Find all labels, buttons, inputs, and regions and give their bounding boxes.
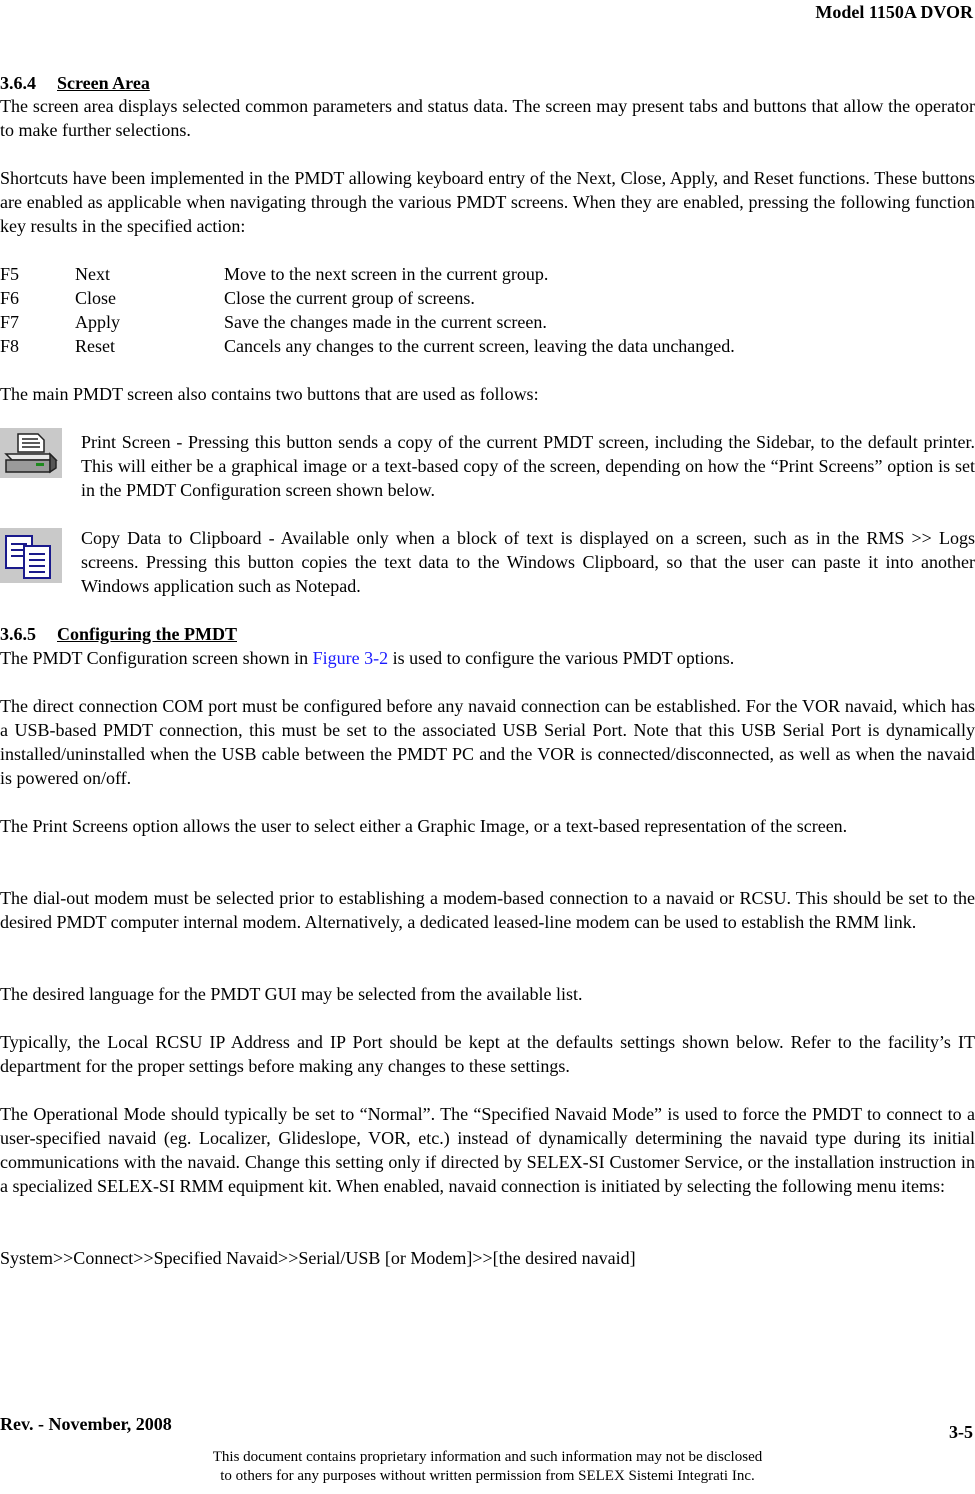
copy-clipboard-description: Copy Data to Clipboard - Available only when a block of text is displayed on a screen, such as in the RMS >> Logs screens. Pressing this button copies the text data to the Windows Clipboard, so that the user can paste it into another Windows application such as Notepad. xyxy=(81,528,975,596)
clipboard-copy-icon xyxy=(0,528,62,583)
section-number: 3.6.4 xyxy=(0,73,36,93)
page-header-title: Model 1150A DVOR xyxy=(815,2,973,22)
shortcut-name: Apply xyxy=(75,312,120,332)
shortcut-key: F6 xyxy=(0,288,20,308)
paragraph-configuration-intro xyxy=(0,646,975,670)
shortcut-description: Close the current group of screens. xyxy=(224,288,475,308)
section-heading-configuring-pmdt xyxy=(0,622,237,646)
shortcut-key: F8 xyxy=(0,336,20,356)
copy-clipboard-button-image xyxy=(0,528,62,583)
shortcut-name: Next xyxy=(75,264,110,284)
footer-page-number: 3-5 xyxy=(949,1422,973,1442)
paragraph-print-screens: The Print Screens option allows the user to select either a Graphic Image, or a text-based representation of the screen. xyxy=(0,816,848,836)
paragraph-menu-path: System>>Connect>>Specified Navaid>>Serial/USB [or Modem]>>[the desired navaid] xyxy=(0,1248,636,1268)
printer-icon xyxy=(0,428,62,478)
print-screen-button-image xyxy=(0,428,62,478)
footer-notice-line: to others for any purposes without written permission from SELEX Sistemi Integrati Inc. xyxy=(220,1468,755,1484)
shortcut-row-f8 xyxy=(0,334,975,358)
shortcut-row-f6 xyxy=(0,286,975,310)
intro-text-end: is used to configure the various PMDT options. xyxy=(388,648,735,668)
section-heading-screen-area xyxy=(0,71,150,95)
print-screen-description: Print Screen - Pressing this button sends a copy of the current PMDT screen, including the Sidebar, to the default printer. This will either be a graphical image or a text-based copy of the screen, depending on how the “Print Screens” option is set in the PMDT Configuration screen shown below. xyxy=(81,432,975,500)
footer-notice-line: This document contains proprietary information and such information may not be disclosed xyxy=(212,1449,763,1465)
shortcut-name: Close xyxy=(75,288,117,308)
paragraph-rcsu-ip: Typically, the Local RCSU IP Address and IP Port should be kept at the defaults settings shown below. Refer to the facility’s IT department for the proper settings before making any changes to these settings. xyxy=(0,1032,975,1076)
shortcut-name: Reset xyxy=(75,336,115,356)
figure-link[interactable]: Figure 3-2 xyxy=(312,648,389,668)
paragraph-screen-area: The screen area displays selected common parameters and status data. The screen may present tabs and buttons that allow the operator to make further selections. xyxy=(0,96,975,140)
paragraph-language: The desired language for the PMDT GUI may be selected from the available list. xyxy=(0,984,583,1004)
shortcut-description: Move to the next screen in the current group. xyxy=(224,264,549,284)
intro-text-start: The PMDT Configuration screen shown in xyxy=(0,648,313,668)
shortcut-row-f5 xyxy=(0,262,975,286)
section-number: 3.6.5 xyxy=(0,624,36,644)
paragraph-shortcuts: Shortcuts have been implemented in the PMDT allowing keyboard entry of the Next, Close, Apply, and Reset functions. These buttons are enabled as applicable when navigating through the various PMDT screens. When they are enabled, pressing the following function key results in the specified action: xyxy=(0,168,975,236)
paragraph-operational-mode: The Operational Mode should typically be set to “Normal”. The “Specified Navaid Mode” is used to force the PMDT to connect to a user-specified navaid (eg. Localizer, Glideslope, VOR, etc.) instead of dynamically determining the navaid type during its initial communications with the navaid. Change this setting only if directed by SELEX-SI Customer Service, or the installation instruction in a specialized SELEX-SI RMM equipment kit. When enabled, navaid connection is initiated by selecting the following menu items: xyxy=(0,1104,975,1196)
footer-revision: Rev. - November, 2008 xyxy=(0,1414,172,1434)
paragraph-com-port: The direct connection COM port must be configured before any navaid connection can be established. For the VOR navaid, which has a USB-based PMDT connection, this must be set to the associated USB Serial Port. Note that this USB Serial Port is dynamically installed/uninstalled when the USB cable between the PMDT PC and the VOR is connected/disconnected, as well as when the navaid is powered on/off. xyxy=(0,696,975,788)
shortcut-description: Save the changes made in the current screen. xyxy=(224,312,547,332)
shortcut-key: F5 xyxy=(0,264,20,284)
shortcut-key: F7 xyxy=(0,312,20,332)
section-title: Screen Area xyxy=(57,73,150,93)
section-title: Configuring the PMDT xyxy=(57,624,237,644)
paragraph-main-buttons: The main PMDT screen also contains two buttons that are used as follows: xyxy=(0,384,539,404)
shortcut-row-f7 xyxy=(0,310,975,334)
shortcut-description: Cancels any changes to the current screen, leaving the data unchanged. xyxy=(224,336,735,356)
footer-proprietary-notice xyxy=(0,1448,975,1486)
paragraph-dial-out-modem: The dial-out modem must be selected prior to establishing a modem-based connection to a navaid or RCSU. This should be set to the desired PMDT computer internal modem. Alternatively, a dedicated leased-line modem can be used to establish the RMM link. xyxy=(0,888,975,932)
